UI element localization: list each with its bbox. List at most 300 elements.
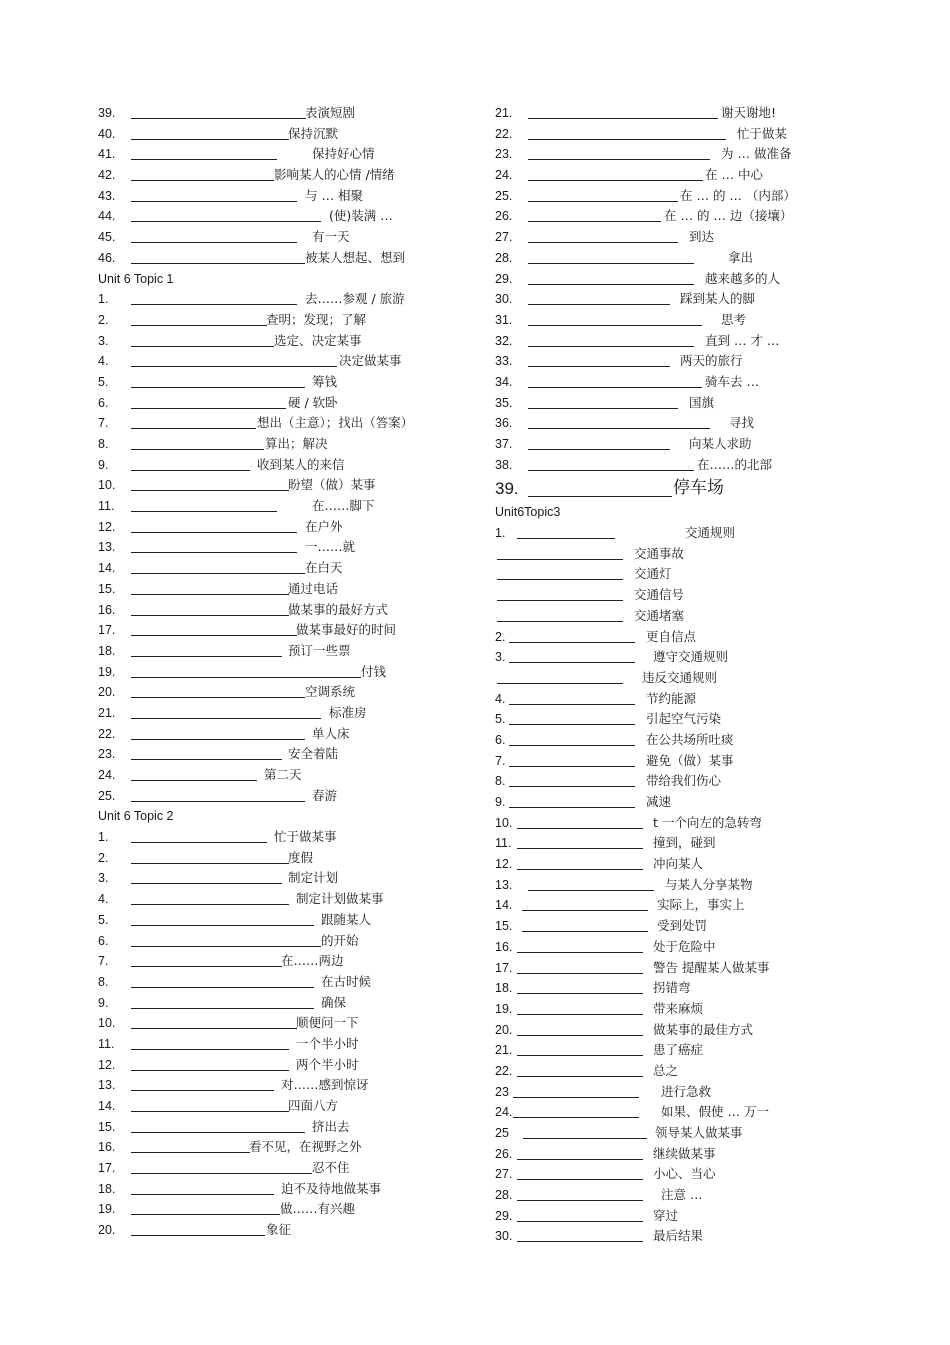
answer-blank[interactable] bbox=[528, 366, 670, 367]
answer-blank[interactable] bbox=[517, 1076, 643, 1077]
answer-blank[interactable] bbox=[131, 656, 282, 657]
answer-blank[interactable] bbox=[131, 780, 257, 781]
answer-blank[interactable] bbox=[528, 890, 654, 891]
item-meaning: 越来越多的人 bbox=[705, 270, 781, 286]
answer-blank[interactable] bbox=[528, 496, 672, 497]
list-item bbox=[495, 227, 915, 248]
list-item bbox=[495, 1082, 915, 1103]
answer-blank[interactable] bbox=[131, 470, 250, 471]
answer-blank[interactable] bbox=[509, 704, 635, 705]
answer-blank[interactable] bbox=[131, 159, 277, 160]
item-meaning: 在白天 bbox=[305, 560, 343, 576]
list-item bbox=[98, 682, 478, 703]
item-number: 42. bbox=[98, 168, 116, 183]
item-meaning: 一个半小时 bbox=[296, 1035, 359, 1051]
answer-blank[interactable] bbox=[131, 677, 361, 678]
item-number: 7. bbox=[98, 954, 109, 969]
answer-blank[interactable] bbox=[528, 387, 702, 388]
item-meaning: 付钱 bbox=[361, 663, 387, 679]
item-meaning: 处于危险中 bbox=[653, 938, 716, 954]
item-number: 17. bbox=[98, 623, 116, 638]
item-number: 29. bbox=[495, 271, 513, 286]
answer-blank[interactable] bbox=[528, 325, 702, 326]
list-item bbox=[495, 544, 915, 565]
answer-blank[interactable] bbox=[517, 1055, 643, 1056]
item-meaning: 减速 bbox=[646, 794, 672, 809]
list-item bbox=[495, 978, 915, 999]
answer-blank[interactable] bbox=[131, 1111, 289, 1112]
item-meaning: 影响某人的心情 /情绪 bbox=[274, 167, 395, 183]
item-meaning: 在……两边 bbox=[281, 953, 344, 969]
item-meaning: 撞到，碰到 bbox=[653, 835, 716, 851]
answer-blank[interactable] bbox=[509, 786, 635, 787]
list-item bbox=[495, 393, 915, 414]
list-item bbox=[98, 868, 478, 889]
item-number: 20. bbox=[98, 685, 116, 700]
answer-blank[interactable] bbox=[528, 408, 678, 409]
list-item bbox=[495, 269, 915, 290]
item-number: 5. bbox=[98, 912, 109, 927]
list-item bbox=[495, 523, 915, 544]
item-meaning: 交通堵塞 bbox=[634, 607, 685, 623]
answer-blank[interactable] bbox=[131, 490, 289, 491]
answer-blank[interactable] bbox=[517, 993, 643, 994]
item-number: 14. bbox=[98, 561, 116, 576]
list-item bbox=[98, 475, 478, 496]
item-number: 13. bbox=[495, 877, 513, 892]
answer-blank[interactable] bbox=[522, 910, 648, 911]
list-item bbox=[495, 289, 915, 310]
list-item bbox=[98, 393, 478, 414]
answer-blank[interactable] bbox=[517, 848, 643, 849]
item-meaning: 象征 bbox=[266, 1222, 292, 1238]
item-meaning: 小心、当心 bbox=[653, 1166, 716, 1182]
answer-blank[interactable] bbox=[131, 594, 289, 595]
list-item bbox=[495, 331, 915, 352]
list-item bbox=[98, 144, 478, 165]
item-number: 24. bbox=[495, 168, 513, 183]
item-number: 6. bbox=[98, 933, 109, 948]
list-item bbox=[98, 827, 478, 848]
list-item bbox=[495, 771, 915, 792]
list-item bbox=[495, 647, 915, 668]
item-meaning: 踩到某人的脚 bbox=[680, 291, 756, 307]
answer-blank[interactable] bbox=[131, 242, 297, 243]
list-item bbox=[495, 668, 915, 689]
answer-blank[interactable] bbox=[131, 511, 277, 512]
item-meaning: 筹钱 bbox=[312, 373, 338, 389]
item-number: 19. bbox=[495, 1001, 513, 1016]
answer-blank[interactable] bbox=[517, 1179, 643, 1180]
item-number: 11. bbox=[98, 1036, 115, 1051]
item-number: 26. bbox=[495, 209, 513, 224]
answer-blank[interactable] bbox=[517, 973, 643, 974]
list-item bbox=[495, 689, 915, 710]
answer-blank[interactable] bbox=[528, 139, 726, 140]
list-item bbox=[98, 931, 478, 952]
item-number: 25. bbox=[495, 188, 513, 203]
answer-blank[interactable] bbox=[131, 221, 321, 222]
item-number: 21. bbox=[495, 1043, 513, 1058]
answer-blank[interactable] bbox=[517, 1241, 643, 1242]
item-meaning: 谢天谢地! bbox=[721, 105, 777, 120]
answer-blank[interactable] bbox=[509, 662, 635, 663]
item-meaning: 向某人求助 bbox=[689, 436, 752, 451]
item-meaning: 选定、决定某事 bbox=[274, 332, 362, 348]
list-item bbox=[98, 1117, 478, 1138]
list-item bbox=[98, 289, 478, 310]
item-meaning: 硬 / 软卧 bbox=[288, 394, 338, 410]
item-meaning: 注意 … bbox=[661, 1187, 703, 1203]
item-meaning: 在……脚下 bbox=[312, 498, 375, 514]
item-meaning: 确保 bbox=[321, 994, 347, 1010]
answer-blank[interactable] bbox=[131, 201, 297, 202]
answer-blank[interactable] bbox=[131, 718, 321, 719]
item-meaning: 在 … 的 … 边（接壤） bbox=[664, 208, 793, 224]
answer-blank[interactable] bbox=[509, 745, 635, 746]
item-meaning: 两个半小时 bbox=[296, 1056, 359, 1072]
answer-blank[interactable] bbox=[528, 470, 694, 471]
answer-blank[interactable] bbox=[131, 1173, 312, 1174]
answer-blank[interactable] bbox=[513, 1117, 639, 1118]
answer-blank[interactable] bbox=[131, 635, 297, 636]
item-number: 6. bbox=[98, 395, 109, 410]
answer-blank[interactable] bbox=[131, 697, 305, 698]
answer-blank[interactable] bbox=[131, 532, 297, 533]
item-number: 10. bbox=[98, 478, 116, 493]
item-meaning: 对……感到惊讶 bbox=[281, 1077, 369, 1093]
answer-blank[interactable] bbox=[513, 1097, 639, 1098]
list-item bbox=[98, 889, 478, 910]
answer-blank[interactable] bbox=[517, 1159, 643, 1160]
answer-blank[interactable] bbox=[528, 201, 678, 202]
item-meaning: 单人床 bbox=[312, 725, 350, 741]
list-item bbox=[98, 496, 478, 517]
item-meaning: 忍不住 bbox=[312, 1160, 350, 1176]
item-number: 23. bbox=[98, 747, 116, 762]
item-meaning: 在 … 的 … （内部） bbox=[680, 187, 796, 203]
item-number: 15. bbox=[98, 1119, 116, 1134]
item-meaning: 的开始 bbox=[321, 932, 359, 948]
list-item bbox=[98, 206, 478, 227]
item-meaning: 停车场 bbox=[673, 478, 724, 499]
item-meaning: 在古时候 bbox=[321, 973, 372, 989]
answer-blank[interactable] bbox=[517, 952, 643, 953]
item-meaning: 交通信号 bbox=[634, 587, 685, 603]
answer-blank[interactable] bbox=[517, 828, 643, 829]
answer-blank[interactable] bbox=[528, 263, 694, 264]
item-number: 8. bbox=[495, 774, 506, 789]
answer-blank[interactable] bbox=[131, 1090, 274, 1091]
item-meaning: 有一天 bbox=[312, 229, 350, 245]
answer-blank[interactable] bbox=[517, 1035, 643, 1036]
item-meaning: 进行急救 bbox=[661, 1083, 712, 1099]
answer-blank[interactable] bbox=[528, 346, 694, 347]
answer-blank[interactable] bbox=[509, 766, 635, 767]
list-item bbox=[98, 455, 478, 476]
list-item bbox=[495, 751, 915, 772]
answer-blank[interactable] bbox=[131, 759, 282, 760]
answer-blank[interactable] bbox=[528, 304, 670, 305]
item-number: 30. bbox=[495, 1229, 513, 1244]
answer-blank[interactable] bbox=[528, 159, 710, 160]
item-meaning: 跟随某人 bbox=[321, 911, 372, 927]
answer-blank[interactable] bbox=[528, 284, 694, 285]
answer-blank[interactable] bbox=[131, 180, 274, 181]
answer-blank[interactable] bbox=[131, 263, 305, 264]
item-meaning: 挤出去 bbox=[312, 1118, 350, 1134]
item-number: 8. bbox=[98, 974, 109, 989]
answer-blank[interactable] bbox=[131, 139, 289, 140]
item-number: 12. bbox=[98, 1057, 116, 1072]
answer-blank[interactable] bbox=[131, 366, 337, 367]
item-number: 18. bbox=[98, 1181, 116, 1196]
list-item bbox=[98, 600, 478, 621]
item-number: 7. bbox=[495, 753, 506, 768]
answer-blank[interactable] bbox=[497, 600, 623, 601]
item-meaning: 与某人分享某物 bbox=[665, 876, 753, 892]
answer-blank[interactable] bbox=[131, 1132, 305, 1133]
item-number: 18. bbox=[495, 981, 513, 996]
list-item bbox=[98, 703, 478, 724]
item-meaning: 顺便问一下 bbox=[296, 1015, 359, 1031]
item-number: 18. bbox=[98, 643, 116, 658]
list-item bbox=[495, 564, 915, 585]
item-meaning: 算出；解决 bbox=[265, 436, 328, 451]
answer-blank[interactable] bbox=[131, 1194, 274, 1195]
item-meaning: 实际上，事实上 bbox=[657, 897, 745, 913]
list-item bbox=[495, 1040, 915, 1061]
answer-blank[interactable] bbox=[131, 346, 274, 347]
list-item bbox=[495, 606, 915, 627]
list-item bbox=[98, 951, 478, 972]
list-item bbox=[495, 627, 915, 648]
answer-blank[interactable] bbox=[131, 304, 297, 305]
item-number: 2. bbox=[495, 629, 506, 644]
answer-blank[interactable] bbox=[131, 1008, 314, 1009]
answer-blank[interactable] bbox=[131, 842, 267, 843]
answer-blank[interactable] bbox=[131, 801, 305, 802]
answer-blank[interactable] bbox=[131, 1152, 250, 1153]
item-number: 23. bbox=[495, 147, 513, 162]
answer-blank[interactable] bbox=[131, 1214, 280, 1215]
answer-blank[interactable] bbox=[509, 642, 635, 643]
answer-blank[interactable] bbox=[522, 931, 648, 932]
list-item bbox=[98, 848, 478, 869]
item-number: 29. bbox=[495, 1208, 513, 1223]
answer-blank[interactable] bbox=[131, 1235, 265, 1236]
list-item bbox=[495, 1164, 915, 1185]
list-item bbox=[98, 310, 478, 331]
answer-blank[interactable] bbox=[528, 449, 670, 450]
list-item bbox=[495, 103, 915, 124]
answer-blank[interactable] bbox=[131, 1049, 289, 1050]
answer-blank[interactable] bbox=[509, 724, 635, 725]
answer-blank[interactable] bbox=[497, 621, 623, 622]
item-meaning: 收到某人的来信 bbox=[257, 456, 345, 472]
item-meaning: 安全着陆 bbox=[288, 746, 339, 762]
item-number: 11. bbox=[98, 499, 115, 514]
answer-blank[interactable] bbox=[131, 387, 305, 388]
answer-blank[interactable] bbox=[131, 863, 289, 864]
answer-blank[interactable] bbox=[131, 428, 256, 429]
item-meaning: 拿出 bbox=[728, 249, 754, 265]
list-item bbox=[495, 455, 915, 476]
list-item bbox=[98, 1137, 478, 1158]
answer-blank[interactable] bbox=[528, 242, 678, 243]
item-number: 1. bbox=[98, 292, 109, 307]
answer-blank[interactable] bbox=[131, 966, 282, 967]
list-item bbox=[98, 1013, 478, 1034]
item-number: 37. bbox=[495, 437, 513, 451]
item-number: 11. bbox=[495, 836, 512, 851]
item-number: 17. bbox=[98, 1161, 116, 1176]
item-number: 13. bbox=[98, 540, 116, 555]
list-item bbox=[98, 248, 478, 269]
answer-blank[interactable] bbox=[131, 883, 282, 884]
answer-blank[interactable] bbox=[131, 1028, 297, 1029]
list-item bbox=[98, 910, 478, 931]
list-item bbox=[98, 413, 478, 434]
answer-blank[interactable] bbox=[131, 408, 286, 409]
list-item bbox=[98, 662, 478, 683]
answer-blank[interactable] bbox=[528, 221, 661, 222]
item-meaning: 想出（主意）；找出（答案） bbox=[257, 415, 414, 431]
answer-blank[interactable] bbox=[131, 987, 314, 988]
list-item bbox=[495, 1061, 915, 1082]
item-number: 33. bbox=[495, 354, 513, 369]
list-item bbox=[98, 1096, 478, 1117]
list-item bbox=[98, 1158, 478, 1179]
answer-blank[interactable] bbox=[517, 1221, 643, 1222]
section-heading: Unit 6 Topic 2 bbox=[98, 809, 174, 824]
item-meaning: 标准房 bbox=[329, 704, 367, 720]
answer-blank[interactable] bbox=[131, 739, 305, 740]
list-item bbox=[495, 833, 915, 854]
item-meaning: 更自信点 bbox=[646, 628, 697, 644]
item-meaning: 穿过 bbox=[653, 1207, 679, 1223]
answer-blank[interactable] bbox=[131, 946, 321, 947]
answer-blank[interactable] bbox=[523, 1138, 647, 1139]
item-number: 9. bbox=[98, 995, 109, 1010]
item-number: 32. bbox=[495, 333, 513, 348]
item-number: 9. bbox=[98, 457, 109, 472]
item-meaning: 总之 bbox=[653, 1062, 679, 1078]
list-item bbox=[495, 413, 915, 434]
list-item bbox=[495, 206, 915, 227]
item-meaning: 被某人想起、想到 bbox=[305, 249, 406, 265]
answer-blank[interactable] bbox=[517, 538, 615, 539]
answer-blank[interactable] bbox=[131, 925, 314, 926]
answer-blank[interactable] bbox=[497, 559, 623, 560]
item-number: 26. bbox=[495, 1146, 513, 1161]
answer-blank[interactable] bbox=[517, 1014, 643, 1015]
answer-blank[interactable] bbox=[497, 683, 623, 684]
list-item bbox=[495, 1102, 915, 1123]
item-meaning: 看不见，在视野之外 bbox=[249, 1139, 362, 1155]
list-item bbox=[495, 958, 915, 979]
answer-blank[interactable] bbox=[509, 807, 635, 808]
list-item bbox=[495, 124, 915, 145]
left-column bbox=[98, 103, 478, 1241]
item-number: 19. bbox=[98, 664, 116, 679]
answer-blank[interactable] bbox=[131, 573, 305, 574]
item-number: 4. bbox=[98, 354, 109, 369]
item-number: 8. bbox=[98, 437, 109, 451]
item-number: 3. bbox=[98, 871, 109, 886]
list-item bbox=[495, 351, 915, 372]
answer-blank[interactable] bbox=[131, 118, 306, 119]
item-meaning: 在公共场所吐痰 bbox=[646, 731, 734, 747]
item-meaning: 一……就 bbox=[305, 539, 356, 555]
answer-blank[interactable] bbox=[131, 325, 267, 326]
item-meaning: 寻找 bbox=[729, 415, 755, 431]
answer-blank[interactable] bbox=[131, 615, 289, 616]
list-item bbox=[98, 620, 478, 641]
answer-blank[interactable] bbox=[131, 552, 297, 553]
answer-blank[interactable] bbox=[497, 579, 623, 580]
item-meaning: 引起空气污染 bbox=[646, 711, 722, 727]
list-item bbox=[98, 1075, 478, 1096]
item-number: 14. bbox=[495, 898, 513, 913]
item-number: 19. bbox=[98, 1202, 116, 1217]
item-meaning: 在……的北部 bbox=[697, 456, 773, 472]
item-number: 36. bbox=[495, 416, 513, 431]
item-number: 2. bbox=[98, 312, 109, 327]
item-meaning: 忙于做某 bbox=[737, 125, 788, 141]
answer-blank[interactable] bbox=[517, 1200, 643, 1201]
item-number: 20. bbox=[98, 1223, 116, 1238]
item-number: 9. bbox=[495, 795, 506, 809]
item-number: 17. bbox=[495, 960, 513, 975]
item-meaning: 忙于做某事 bbox=[274, 829, 337, 845]
item-number: 39. bbox=[495, 479, 519, 499]
item-number: 24. bbox=[495, 1105, 513, 1120]
item-meaning: 交通事故 bbox=[634, 545, 685, 561]
item-meaning: 两天的旅行 bbox=[680, 353, 743, 369]
list-item bbox=[98, 558, 478, 579]
answer-blank[interactable] bbox=[528, 428, 710, 429]
list-item bbox=[98, 351, 478, 372]
item-meaning: 决定做某事 bbox=[339, 353, 402, 369]
answer-blank[interactable] bbox=[528, 118, 718, 119]
answer-blank[interactable] bbox=[131, 1070, 289, 1071]
answer-blank[interactable] bbox=[131, 449, 264, 450]
item-meaning: 直到 … 才 … bbox=[705, 332, 780, 348]
item-meaning: 四面八方 bbox=[288, 1098, 339, 1113]
item-meaning: 到达 bbox=[689, 229, 715, 245]
item-number: 14. bbox=[98, 1099, 116, 1113]
list-item bbox=[495, 937, 915, 958]
answer-blank[interactable] bbox=[528, 180, 703, 181]
list-item bbox=[495, 144, 915, 165]
item-number: 3. bbox=[495, 650, 506, 665]
item-meaning: 做某事的最好方式 bbox=[288, 601, 389, 617]
list-item bbox=[495, 1144, 915, 1165]
answer-blank[interactable] bbox=[517, 869, 643, 870]
item-number: 4. bbox=[98, 892, 109, 907]
answer-blank[interactable] bbox=[131, 904, 289, 905]
list-item bbox=[495, 186, 915, 207]
item-number: 12. bbox=[98, 519, 116, 534]
item-number: 46. bbox=[98, 250, 116, 265]
item-number: 30. bbox=[495, 292, 513, 307]
list-item bbox=[98, 537, 478, 558]
list-item bbox=[495, 310, 915, 331]
item-number: 21. bbox=[495, 106, 513, 120]
item-number: 25 bbox=[495, 1126, 509, 1140]
list-item bbox=[495, 854, 915, 875]
